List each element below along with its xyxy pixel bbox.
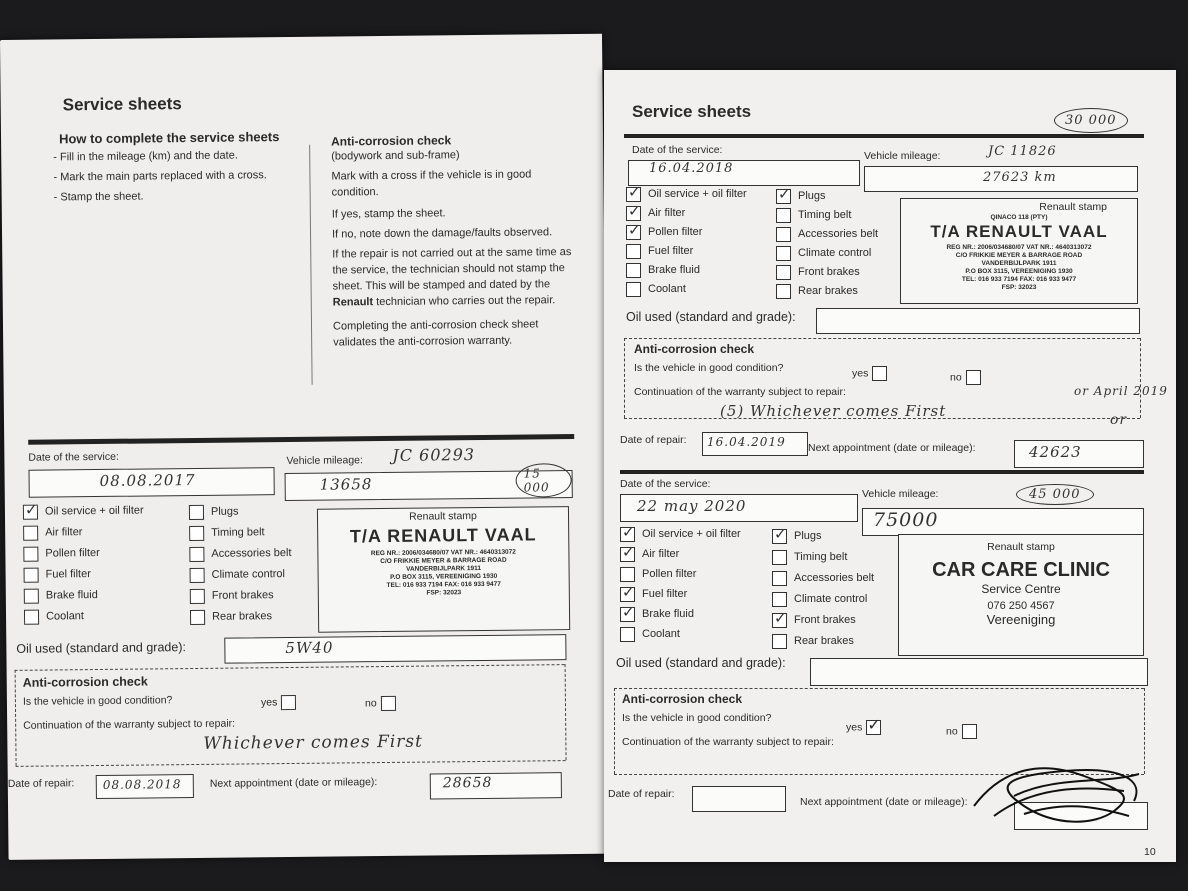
check-pollen-filter[interactable]	[23, 543, 100, 564]
anticorr-title: Anti-corrosion check	[634, 342, 755, 356]
next-appointment-field[interactable]	[430, 772, 562, 799]
check-coolant[interactable]	[620, 624, 680, 644]
yes-option[interactable]	[846, 717, 881, 735]
checkbox[interactable]	[772, 592, 787, 607]
checkbox[interactable]	[620, 607, 635, 622]
checkbox[interactable]	[190, 588, 205, 603]
anticorr-border-bottom	[16, 760, 566, 767]
check-label: Pollen filter	[648, 226, 703, 238]
section-rule	[620, 470, 1144, 474]
right-heading: Service sheets	[632, 102, 752, 121]
service-date-field[interactable]	[620, 494, 858, 522]
no-checkbox[interactable]	[962, 724, 977, 739]
check-brake-fluid[interactable]	[626, 260, 700, 280]
checkbox[interactable]	[620, 567, 635, 582]
anticorr-info-p3: If no, note down the damage/faults observed.	[331, 226, 553, 241]
yes-checkbox[interactable]: ✓	[867, 717, 881, 734]
checkbox[interactable]	[776, 284, 791, 299]
interval-note: 15 000	[515, 463, 571, 498]
service-date-label: Date of the service:	[632, 144, 723, 156]
check-pollen-filter[interactable]	[626, 222, 702, 242]
repair-date-label: Date of repair:	[7, 777, 75, 790]
check-label: Coolant	[648, 283, 686, 295]
anticorr-border-right	[565, 664, 567, 760]
anticorr-info-p4	[332, 244, 583, 311]
checkbox[interactable]	[776, 189, 791, 204]
check-label: Brake fluid	[45, 589, 98, 602]
signature-scribble	[964, 756, 1154, 830]
check-climate-control[interactable]	[772, 589, 867, 609]
checkbox[interactable]	[772, 634, 787, 649]
check-label: Accessories belt	[794, 572, 875, 584]
howto-steps	[53, 147, 267, 205]
column-divider	[309, 145, 313, 385]
section-rule	[28, 434, 574, 445]
checkbox[interactable]	[189, 525, 204, 540]
check-label: Coolant	[45, 610, 85, 623]
check-label: Brake fluid	[648, 264, 700, 276]
repair-date-value: 16.04.2019	[707, 435, 786, 449]
check-brake-fluid[interactable]	[620, 604, 694, 624]
check-oil-service[interactable]	[23, 501, 144, 522]
anticorr-border-top	[624, 338, 1140, 339]
anticorr-info-p5: Completing the anti-corrosion check sheet validates the anti-corrosion warranty.	[332, 318, 539, 349]
mileage-value: 75000	[873, 509, 939, 531]
stamp-label: Renault stamp	[1039, 201, 1107, 213]
check-fuel-filter[interactable]	[626, 241, 693, 261]
repair-date-label: Date of repair:	[620, 434, 687, 446]
checkbox[interactable]	[772, 613, 787, 628]
check-label: Fuel filter	[45, 568, 91, 581]
check-air-filter[interactable]	[23, 522, 82, 543]
check-label: Air filter	[648, 207, 686, 219]
anticorr-border-left	[624, 338, 625, 418]
check-air-filter[interactable]	[620, 544, 679, 564]
no-label: no	[364, 697, 377, 710]
anticorr-border-top	[15, 664, 565, 671]
mileage-field[interactable]	[864, 166, 1138, 192]
check-timing-belt[interactable]	[189, 522, 265, 543]
repair-date-field[interactable]	[692, 786, 786, 812]
check-label: Climate control	[794, 593, 868, 605]
check-label: Fuel filter	[648, 245, 694, 257]
yes-label: yes	[260, 696, 278, 709]
checkbox[interactable]	[620, 627, 635, 642]
check-label: Front brakes	[794, 614, 856, 626]
stamp-label: Renault stamp	[409, 510, 477, 523]
anticorr-info-sub: (bodywork and sub-frame)	[331, 149, 460, 163]
no-option[interactable]	[946, 724, 977, 739]
anticorr-title: Anti-corrosion check	[622, 692, 743, 706]
check-front-brakes[interactable]	[776, 262, 860, 282]
check-label: Coolant	[642, 628, 680, 640]
checkbox[interactable]	[23, 525, 38, 540]
interval-top: 30 000	[1054, 108, 1128, 133]
continuation-label: Continuation of the warranty subject to repair:	[23, 717, 236, 732]
check-label: Oil service + oil filter	[642, 528, 741, 540]
stamp-line: C/O FRIKKIE MEYER & BARRAGE ROAD	[380, 556, 507, 566]
page-number: 10	[1144, 846, 1156, 858]
anticorr-border-left	[15, 670, 17, 766]
next-appointment-label: Next appointment (date or mileage):	[209, 776, 378, 790]
oil-field[interactable]	[224, 634, 566, 664]
repair-date-field[interactable]	[702, 432, 808, 456]
check-fuel-filter[interactable]	[23, 564, 90, 585]
service-date-field[interactable]	[29, 467, 275, 498]
service-date-value: 16.04.2018	[649, 161, 734, 176]
checkbox[interactable]	[776, 208, 791, 223]
service-date-field[interactable]	[628, 160, 860, 186]
mileage-field[interactable]	[862, 508, 1144, 536]
continuation-or: or	[1110, 412, 1128, 428]
checkbox[interactable]	[620, 527, 635, 542]
check-rear-brakes[interactable]	[776, 281, 858, 301]
no-option[interactable]	[950, 370, 981, 385]
howto-step: - Mark the main parts replaced with a cross.	[53, 169, 267, 184]
anticorr-border-left	[614, 688, 615, 774]
check-label: Accessories belt	[211, 546, 292, 560]
section-rule	[624, 134, 1144, 138]
check-coolant[interactable]	[626, 279, 686, 299]
checkbox[interactable]	[626, 282, 641, 297]
checkbox[interactable]	[776, 265, 791, 280]
checkbox[interactable]	[626, 206, 641, 221]
oil-label: Oil used (standard and grade):	[616, 656, 786, 670]
check-label: Rear brakes	[794, 635, 854, 647]
continuation-value: Whichever comes First	[203, 731, 424, 754]
howto-title: How to complete the service sheets	[58, 129, 280, 147]
check-label: Timing belt	[798, 209, 852, 221]
check-label: Front brakes	[798, 266, 860, 278]
anticorr-info	[331, 132, 583, 351]
check-label: Brake fluid	[642, 608, 694, 620]
mileage-value: 13658	[319, 475, 373, 494]
check-label: Front brakes	[211, 589, 274, 602]
good-condition-q: Is the vehicle in good condition?	[22, 694, 173, 708]
service-date-value: 22 may 2020	[637, 497, 747, 515]
check-plugs[interactable]	[776, 186, 826, 206]
stamp-line: P.O BOX 3115, VEREENIGING 1930	[965, 268, 1073, 275]
check-label: Air filter	[642, 548, 680, 560]
anticorr-title: Anti-corrosion check	[22, 674, 148, 690]
no-checkbox[interactable]	[966, 370, 981, 385]
check-label: Oil service + oil filter	[44, 504, 144, 518]
checkbox[interactable]	[620, 587, 635, 602]
oil-field[interactable]	[810, 658, 1148, 686]
stamp-line: C/O FRIKKIE MEYER & BARRAGE ROAD	[955, 252, 1083, 259]
anticorr-border-top	[614, 688, 1144, 689]
service-date-value: 08.08.2017	[99, 470, 196, 490]
check-accessories-belt[interactable]	[189, 543, 291, 564]
continuation-value: (5) Whichever comes First	[720, 402, 947, 420]
stamp-details	[901, 244, 1137, 292]
yes-checkbox[interactable]	[281, 695, 296, 710]
check-oil-service[interactable]	[626, 184, 747, 204]
next-appointment-label: Next appointment (date or mileage):	[808, 442, 976, 454]
mileage-label: Vehicle mileage:	[862, 488, 939, 500]
checkbox[interactable]	[190, 609, 205, 624]
left-heading: Service sheets	[62, 94, 182, 115]
anticorr-info-p1: Mark with a cross if the vehicle is in good condition.	[331, 168, 532, 199]
good-condition-q: Is the vehicle in good condition?	[622, 712, 772, 724]
checkbox[interactable]	[24, 588, 39, 603]
check-accessories-belt[interactable]	[776, 224, 878, 244]
check-climate-control[interactable]	[776, 243, 871, 263]
next-appointment-field[interactable]	[1014, 440, 1144, 468]
checkbox[interactable]	[626, 225, 641, 240]
stamp-name: CAR CARE CLINIC	[932, 559, 1110, 581]
mileage-note: JC 60293	[392, 445, 476, 465]
check-climate-control[interactable]	[190, 564, 286, 585]
stamp-sub: Service Centre	[981, 582, 1061, 596]
stamp-name: T/A RENAULT VAAL	[349, 524, 537, 547]
check-rear-brakes[interactable]	[772, 631, 854, 651]
checkbox[interactable]	[776, 246, 791, 261]
stamp-town: Vereeniging	[986, 612, 1056, 627]
check-label: Timing belt	[794, 551, 848, 563]
check-label: Rear brakes	[798, 285, 858, 297]
continuation-value-2: or April 2019	[1074, 384, 1168, 398]
checkbox[interactable]	[23, 504, 38, 519]
mileage-field[interactable]	[285, 466, 573, 501]
yes-option[interactable]	[852, 366, 887, 381]
oil-field[interactable]	[816, 308, 1140, 334]
repair-date-label: Date of repair:	[608, 788, 675, 800]
check-label: Pollen filter	[642, 568, 697, 580]
stamp-line: VANDERBIJLPARK 1911	[406, 564, 482, 573]
interval-note: 45 000	[1016, 484, 1094, 505]
check-timing-belt[interactable]	[776, 205, 851, 225]
next-appointment-label: Next appointment (date or mileage):	[800, 796, 968, 808]
oil-value: 5W40	[285, 638, 334, 658]
mileage-label: Vehicle mileage:	[864, 150, 941, 162]
check-brake-fluid[interactable]	[24, 585, 98, 606]
stamp-phone: 076 250 4567	[987, 600, 1055, 612]
checkbox[interactable]	[626, 244, 641, 259]
stamp-label: Renault stamp	[987, 541, 1055, 553]
no-label: no	[946, 725, 958, 738]
next-appointment-value: 42623	[1029, 443, 1082, 461]
check-label: Fuel filter	[642, 588, 688, 600]
check-label: Plugs	[794, 530, 822, 542]
checkbox[interactable]	[23, 546, 38, 561]
check-front-brakes[interactable]	[772, 610, 856, 630]
mileage-value: 27623 km	[983, 170, 1057, 185]
howto-step: - Fill in the mileage (km) and the date.	[53, 149, 238, 164]
anticorr-info-p4b: technician who carries out the repair.	[376, 294, 556, 309]
check-pollen-filter[interactable]	[620, 564, 696, 584]
check-label: Rear brakes	[211, 610, 273, 623]
check-label: Timing belt	[211, 526, 265, 539]
right-page	[604, 70, 1176, 862]
check-label: Climate control	[798, 247, 872, 259]
stamp-line: P.O BOX 3115, VEREENIGING 1930	[390, 572, 498, 581]
oil-label: Oil used (standard and grade):	[16, 640, 186, 656]
stamp-line: TEL: 016 933 7194 FAX: 016 933 9477	[386, 580, 501, 589]
check-label: Climate control	[211, 568, 286, 581]
yes-label: yes	[852, 367, 869, 380]
anticorr-info-p4a: If the repair is not carried out at the same time as the service, the technician should not stamp the sheet. This will be stamped and dated by the	[332, 246, 572, 293]
mileage-label: Vehicle mileage:	[286, 454, 363, 468]
stamp-line: FSP: 32023	[1001, 284, 1037, 291]
check-label: Oil service + oil filter	[648, 188, 747, 200]
checkbox[interactable]	[626, 187, 641, 202]
checkbox[interactable]	[190, 567, 205, 582]
check-plugs[interactable]	[189, 502, 239, 523]
repair-date-value: 08.08.2018	[102, 777, 182, 792]
renault-stamp	[317, 506, 570, 633]
check-coolant[interactable]	[24, 606, 84, 627]
check-label: Plugs	[210, 505, 239, 518]
continuation-label: Continuation of the warranty subject to repair:	[622, 736, 834, 748]
howto-step: - Stamp the sheet.	[53, 190, 144, 204]
checkbox[interactable]	[189, 504, 204, 519]
stamp-line: REG NR.: 2006/034680/07 VAT NR.: 4640313072	[946, 244, 1092, 251]
checkbox[interactable]	[24, 567, 39, 582]
check-oil-service[interactable]	[620, 524, 741, 544]
check-plugs[interactable]	[772, 526, 822, 546]
checkbox[interactable]	[772, 529, 787, 544]
check-rear-brakes[interactable]	[190, 606, 272, 627]
check-label: Accessories belt	[798, 228, 879, 240]
checkbox[interactable]	[620, 547, 635, 562]
check-fuel-filter[interactable]	[620, 584, 687, 604]
checkbox[interactable]	[24, 609, 39, 624]
service-date-label: Date of the service:	[28, 450, 119, 464]
anticorr-info-renault: Renault	[332, 296, 374, 309]
check-label: Pollen filter	[45, 546, 100, 560]
stamp-line: TEL: 016 933 7194 FAX: 016 933 9477	[961, 276, 1077, 283]
stamp-name: T/A RENAULT VAAL	[930, 222, 1108, 241]
stamp-details	[318, 548, 568, 599]
good-condition-q: Is the vehicle in good condition?	[634, 362, 784, 374]
checkbox[interactable]	[772, 550, 787, 565]
renault-stamp	[898, 534, 1144, 656]
check-label: Air filter	[45, 526, 83, 539]
anticorr-info-title: Anti-corrosion check	[331, 133, 452, 149]
checkbox[interactable]	[189, 546, 204, 561]
oil-label: Oil used (standard and grade):	[626, 310, 796, 324]
anticorr-info-p2: If yes, stamp the sheet.	[331, 207, 446, 221]
yes-label: yes	[846, 721, 863, 734]
stamp-line: REG NR.: 2006/034680/07 VAT NR.: 4640313072	[370, 548, 516, 558]
checkbox[interactable]	[776, 227, 791, 242]
no-checkbox[interactable]	[381, 696, 396, 711]
check-timing-belt[interactable]	[772, 547, 847, 567]
stamp-sub: QINACO 118 (PTY)	[990, 214, 1048, 221]
check-accessories-belt[interactable]	[772, 568, 874, 588]
checkbox[interactable]	[626, 263, 641, 278]
no-option[interactable]	[365, 696, 396, 711]
continuation-label: Continuation of the warranty subject to repair:	[634, 386, 846, 398]
check-front-brakes[interactable]	[190, 585, 274, 606]
left-page	[0, 34, 611, 860]
anticorr-border-right	[1140, 338, 1141, 418]
mileage-note: JC 11826	[988, 144, 1057, 159]
stamp-line: VANDERBIJLPARK 1911	[981, 260, 1057, 267]
yes-option[interactable]	[261, 695, 296, 710]
stamp-line: FSP: 32023	[426, 589, 462, 597]
yes-checkbox[interactable]	[872, 366, 887, 381]
checkbox[interactable]	[772, 571, 787, 586]
next-appointment-value: 28658	[442, 774, 493, 792]
service-date-label: Date of the service:	[620, 478, 711, 490]
no-label: no	[950, 371, 962, 384]
renault-stamp	[900, 198, 1138, 304]
repair-date-field[interactable]	[96, 774, 194, 799]
check-label: Plugs	[798, 190, 826, 202]
